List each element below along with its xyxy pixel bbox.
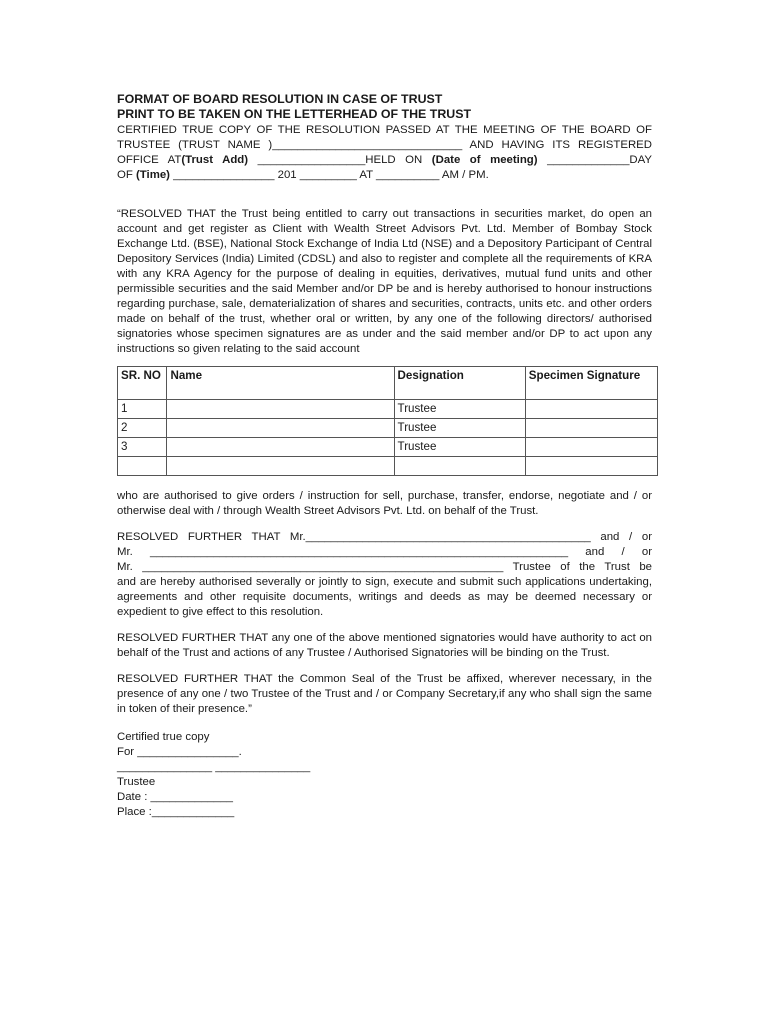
place-line: Place :_____________ — [117, 806, 235, 818]
row-sr-no: 1 — [118, 400, 167, 419]
certified-true-copy: Certified true copy — [117, 731, 210, 743]
intro-block — [117, 123, 652, 183]
resolution-2-line-1: RESOLVED FURTHER THAT Mr._____________________________________________ and / or — [117, 531, 652, 543]
table-row — [118, 419, 658, 438]
row-signature-cell — [525, 419, 657, 438]
table-row — [118, 438, 658, 457]
intro-line-3 — [117, 153, 652, 168]
header-name: Name — [167, 367, 394, 400]
intro-office-label: OFFICE AT — [117, 154, 182, 166]
resolution-paragraph-4: RESOLVED FURTHER THAT the Common Seal of the Trust be affixed, wherever necessary, in the presence of any one / two Trustee of the Trust and / or Company Secretary,if any who shall sign the same in token of their presence.” — [117, 673, 652, 715]
table-row-empty — [118, 457, 658, 476]
document-title: FORMAT OF BOARD RESOLUTION IN CASE OF TRUST — [117, 92, 443, 106]
empty-cell — [525, 457, 657, 476]
resolution-document — [117, 92, 652, 820]
resolution-paragraph-3: RESOLVED FURTHER THAT any one of the above mentioned signatories would have authority to act on behalf of the Trust and actions of any Trustee / Authorised Signatories will be binding on the Trust. — [117, 632, 652, 659]
empty-cell — [118, 457, 167, 476]
row-signature-cell — [525, 438, 657, 457]
resolution-paragraph-2 — [117, 530, 652, 620]
date-line: Date : _____________ — [117, 791, 233, 803]
authorisation-paragraph: who are authorised to give orders / instruction for sell, purchase, transfer, endorse, negotiate and / or otherwise deal with / through Wealth Street Advisors Pvt. Ltd. on behalf of the Trust. — [117, 490, 652, 517]
resolution-2-body: and are hereby authorised severally or jointly to sign, execute and submit such applications undertaking, agreements and other requisite documents, writings and deeds as may be deemed necessary or expedient to give effect to this resolution. — [117, 576, 652, 618]
header-specimen-signature: Specimen Signature — [525, 367, 657, 400]
row-designation: Trustee — [394, 400, 525, 419]
resolution-2-line-2: Mr. __________________________________________________________________ and / or — [117, 546, 652, 558]
resolution-2-line-3: Mr. _________________________________________________________ Trustee of the Trust be — [117, 561, 652, 573]
row-sr-no: 2 — [118, 419, 167, 438]
trustee-label: Trustee — [117, 776, 156, 788]
intro-held-on-label: _________________HELD ON — [248, 154, 432, 166]
row-name-cell — [167, 438, 394, 457]
intro-time-fields: ________________ 201 _________ AT __________ AM / PM. — [169, 169, 489, 181]
intro-trust-address-label: (Trust Add) — [181, 154, 249, 166]
intro-of-label: OF — [117, 169, 136, 181]
empty-cell — [394, 457, 525, 476]
row-name-cell — [167, 400, 394, 419]
empty-cell — [167, 457, 394, 476]
intro-line-4 — [117, 168, 652, 183]
header-sr-no: SR. NO — [118, 367, 167, 400]
row-designation: Trustee — [394, 438, 525, 457]
table-row — [118, 400, 658, 419]
resolution-paragraph-1: “RESOLVED THAT the Trust being entitled to carry out transactions in securities market, do open an account and get register as Client with Wealth Street Advisors Pvt. Ltd. Member of Bombay Stock Exchange Ltd. (BSE), National Stock Exchange of India Ltd (NSE) and a Depository Participant of Central Depository Services (India) Limited (CDSL) and also to register and complete all the requirements of KRA with any KRA Agency for the purpose of dealing in equities, derivatives, mutual fund units and other permissible securities and the said Member and/or DP be and is hereby authorised to honour instructions regarding purchase, sale, dematerialization of shares and securities, contracts, units etc. and other orders made on behalf of the trust, whether oral or written, by any one of the following directors/ authorised signatories whose specimen signatures are as under and the said member and/or DP to act upon any instructions so given relating to the said account — [117, 208, 652, 355]
header-designation: Designation — [394, 367, 525, 400]
intro-line-2: TRUSTEE (TRUST NAME )______________________________ AND HAVING ITS REGISTERED — [117, 139, 652, 151]
intro-line-1: CERTIFIED TRUE COPY OF THE RESOLUTION PASSED AT THE MEETING OF THE BOARD OF — [117, 124, 652, 136]
signatory-table — [117, 366, 658, 476]
document-subtitle: PRINT TO BE TAKEN ON THE LETTERHEAD OF THE TRUST — [117, 107, 472, 121]
intro-day-label: _____________DAY — [537, 154, 652, 166]
row-designation: Trustee — [394, 419, 525, 438]
table-header-row — [118, 367, 658, 400]
row-sr-no: 3 — [118, 438, 167, 457]
intro-time-label: (Time) — [135, 169, 170, 181]
for-line: For ________________. — [117, 746, 242, 758]
row-signature-cell — [525, 400, 657, 419]
row-name-cell — [167, 419, 394, 438]
signature-line: _______________ _______________ — [117, 761, 311, 773]
intro-date-label: (Date of meeting) — [431, 154, 538, 166]
certification-block — [117, 730, 652, 820]
